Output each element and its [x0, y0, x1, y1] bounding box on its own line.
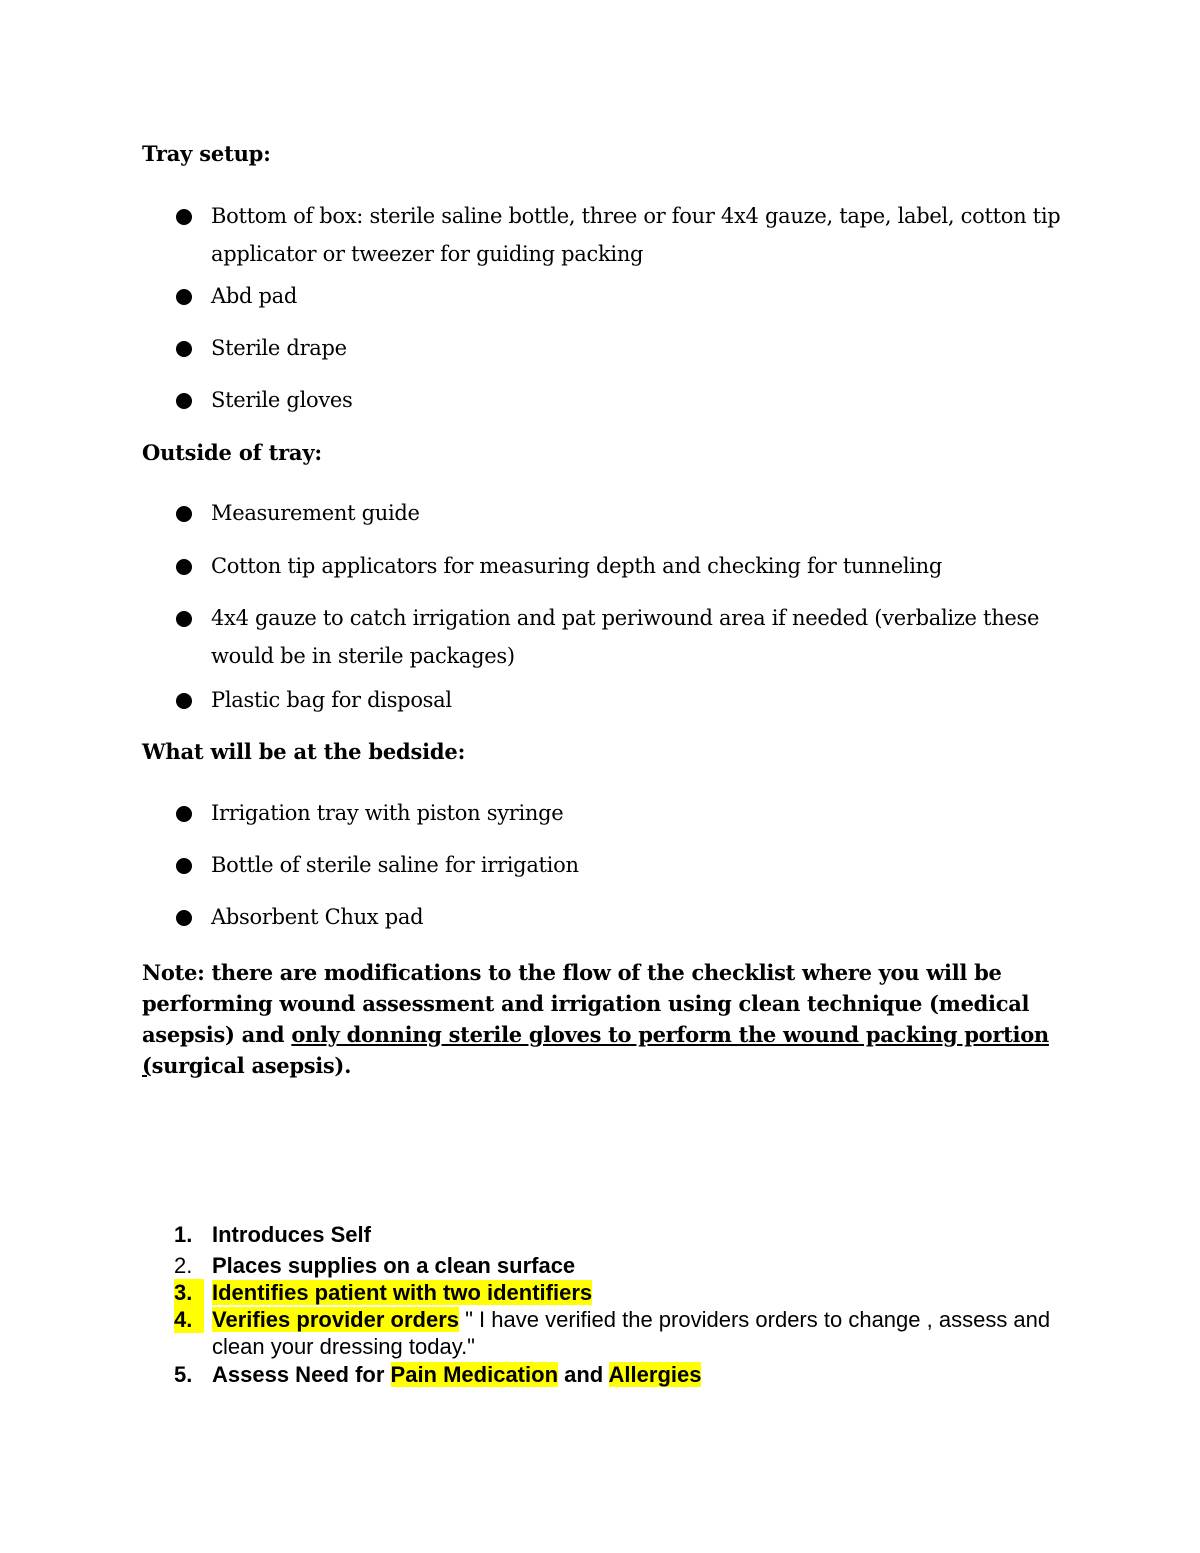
list-item: Absorbent Chux pad — [176, 898, 1076, 936]
note-text-end: surgical asepsis). — [151, 1053, 352, 1078]
tray-setup-heading: Tray setup: — [142, 141, 271, 166]
checklist-item — [174, 1252, 1054, 1279]
item-quote: " I have verified the providers orders to change , assess and clean your dressing today." — [212, 1307, 1051, 1359]
checklist-item — [174, 1221, 1054, 1248]
bedside-heading: What will be at the bedside: — [142, 739, 466, 764]
bullet-icon — [176, 693, 192, 709]
note-underlined-text: only donning sterile gloves to perform the wound packing portion ( — [142, 1022, 1049, 1078]
bullet-icon — [176, 858, 192, 874]
item-number: 3. — [174, 1279, 204, 1306]
note-text: Note: there are modifications to the flow of the checklist where you will be performing wound assessment and irrigation using clean technique (medical asepsis) and — [142, 960, 1030, 1047]
list-item: Irrigation tray with piston syringe — [176, 794, 1076, 832]
checklist-item — [174, 1361, 1054, 1388]
allergies-highlight: Allergies — [608, 1362, 702, 1387]
bullet-icon — [176, 806, 192, 822]
item-number: 2. — [174, 1253, 193, 1278]
item-number: 4. — [174, 1306, 204, 1333]
note-paragraph — [142, 957, 1072, 1081]
list-item: Bottom of box: sterile saline bottle, three or four 4x4 gauze, tape, label, cotton tip applicator or tweezer for guiding packing — [176, 197, 1076, 273]
item-number: 5. — [174, 1362, 193, 1387]
bullet-icon — [176, 209, 192, 225]
list-item: Sterile drape — [176, 329, 1076, 367]
item-text: Verifies provider orders — [212, 1307, 459, 1332]
item-text: Assess Need for — [212, 1362, 391, 1387]
outside-tray-heading: Outside of tray: — [142, 440, 322, 465]
pain-medication-highlight: Pain Medication — [390, 1362, 559, 1387]
checklist-item — [174, 1279, 1054, 1306]
item-number: 1. — [174, 1222, 193, 1247]
bullet-icon — [176, 341, 192, 357]
list-item: Bottle of sterile saline for irrigation — [176, 846, 1076, 884]
checklist-item — [174, 1306, 1054, 1360]
list-item: Measurement guide — [176, 494, 1076, 532]
bullet-icon — [176, 393, 192, 409]
item-text: Places supplies on a clean surface — [212, 1253, 576, 1278]
list-item: Plastic bag for disposal — [176, 681, 1076, 719]
bullet-icon — [176, 559, 192, 575]
list-item: Abd pad — [176, 277, 1076, 315]
bullet-icon — [176, 910, 192, 926]
item-text: Introduces Self — [212, 1222, 371, 1247]
bullet-icon — [176, 506, 192, 522]
bullet-icon — [176, 611, 192, 627]
list-item: Sterile gloves — [176, 381, 1076, 419]
item-text-mid: and — [558, 1362, 609, 1387]
list-item: Cotton tip applicators for measuring depth and checking for tunneling — [176, 547, 1076, 585]
bullet-icon — [176, 289, 192, 305]
item-text: Identifies patient with two identifiers — [212, 1280, 593, 1305]
list-item: 4x4 gauze to catch irrigation and pat periwound area if needed (verbalize these would be in sterile packages) — [176, 599, 1076, 675]
